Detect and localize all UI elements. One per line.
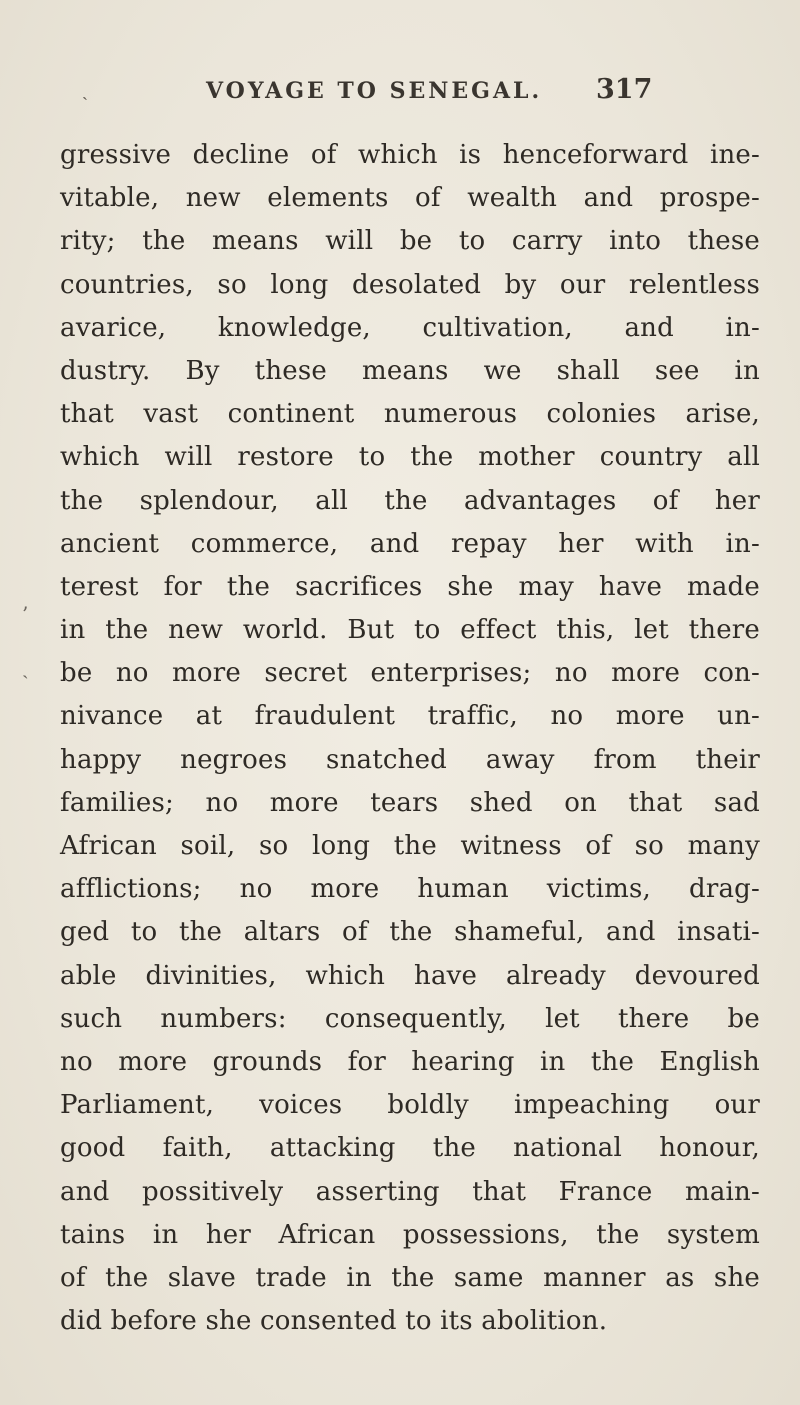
text-line: happy negroes snatched away from their bbox=[60, 744, 760, 775]
text-line: that vast continent numerous colonies arise, bbox=[60, 399, 760, 430]
text-line: in the new world. But to effect this, let there bbox=[60, 615, 760, 646]
text-line: such numbers: consequently, let there be bbox=[60, 1003, 760, 1034]
text-line: able divinities, which have already devoured bbox=[60, 960, 760, 991]
text-line: be no more secret enterprises; no more con- bbox=[60, 658, 760, 689]
text-line: countries, so long desolated by our relentless bbox=[60, 269, 760, 300]
text-line: gressive decline of which is henceforward ine- bbox=[60, 140, 760, 170]
header-mark: ˎ bbox=[82, 80, 88, 101]
text-line: ancient commerce, and repay her with in- bbox=[60, 528, 760, 559]
text-line: families; no more tears shed on that sad bbox=[60, 787, 760, 818]
text-line: ged to the altars of the shameful, and insati- bbox=[60, 917, 760, 948]
running-head bbox=[60, 74, 800, 114]
page-number: 317 bbox=[596, 74, 653, 105]
text-line: terest for the sacrifices she may have made bbox=[60, 571, 760, 602]
text-line: which will restore to the mother country all bbox=[60, 442, 760, 473]
text-line: good faith, attacking the national honour, bbox=[60, 1133, 760, 1164]
text-line: did before she consented to its abolition. bbox=[60, 1306, 608, 1337]
text-line: no more grounds for hearing in the English bbox=[60, 1046, 760, 1077]
text-line: of the slave trade in the same manner as she bbox=[60, 1262, 760, 1293]
text-line: Parliament, voices boldly impeaching our bbox=[60, 1090, 760, 1121]
text-line: and possitively asserting that France main- bbox=[60, 1176, 760, 1207]
text-line: the splendour, all the advantages of her bbox=[60, 485, 760, 516]
margin-mark: ˎ bbox=[22, 655, 29, 679]
text-line: rity; the means will be to carry into these bbox=[60, 226, 760, 257]
text-line: nivance at fraudulent traffic, no more un- bbox=[60, 701, 760, 732]
body-text bbox=[60, 134, 760, 1343]
text-line: dustry. By these means we shall see in bbox=[60, 355, 760, 386]
text-line: African soil, so long the witness of so many bbox=[60, 831, 760, 861]
margin-mark: ’ bbox=[22, 602, 29, 626]
text-line: tains in her African possessions, the system bbox=[60, 1219, 760, 1250]
text-line: avarice, knowledge, cultivation, and in- bbox=[60, 312, 760, 343]
text-line: afflictions; no more human victims, drag- bbox=[60, 874, 760, 905]
running-title: VOYAGE TO SENEGAL. bbox=[206, 78, 543, 104]
text-line: vitable, new elements of wealth and prospe- bbox=[60, 183, 760, 214]
